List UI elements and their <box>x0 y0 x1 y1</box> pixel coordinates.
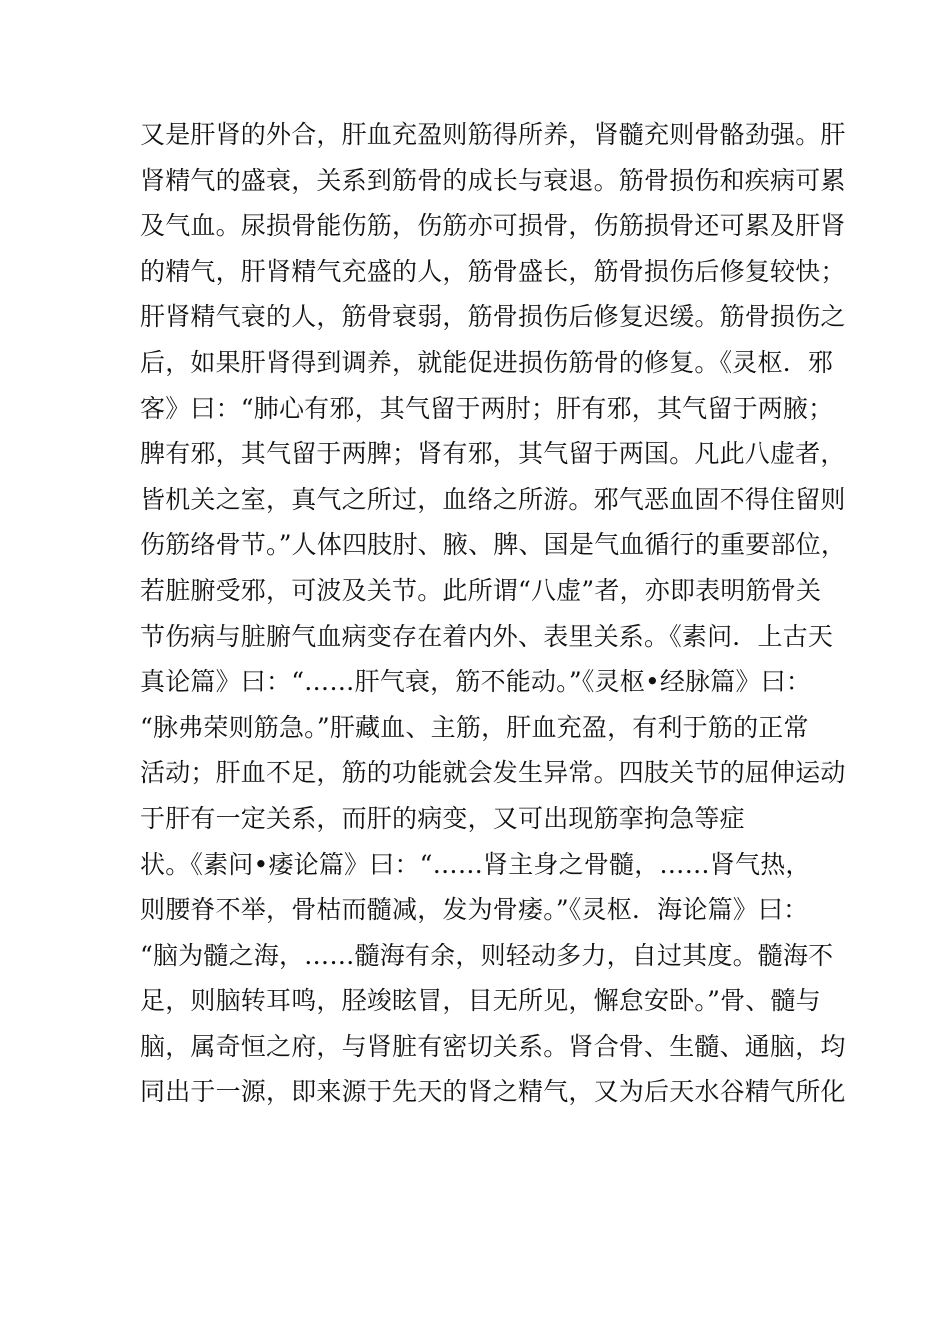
text-line: 同出于一源，即来源于先天的肾之精气，又为后天水谷精气所化 <box>140 1077 846 1107</box>
text-line: 的精气，肝肾精气充盛的人，筋骨盛长，筋骨损伤后修复较快； <box>140 256 846 286</box>
text-line: 后，如果肝肾得到调养，就能促进损伤筋骨的修复。《灵枢．邪 <box>140 347 834 377</box>
text-line: 于肝有一定关系，而肝的病变，又可出现筋挛拘急等症 <box>140 803 745 833</box>
text-line: 肝肾精气衰的人，筋骨衰弱，筋骨损伤后修复迟缓。筋骨损伤之 <box>140 302 846 332</box>
text-line: 皆机关之室，真气之所过，血络之所游。邪气恶血固不得住留则 <box>140 484 846 514</box>
text-line: 足，则脑转耳鸣，胫竣眩冒，目无所见，懈怠安卧。”骨、髓与 <box>140 986 821 1016</box>
text-line: “脉弗荣则筋急。”肝藏血、主筋，肝血充盈，有利于筋的正常 <box>140 712 809 742</box>
body-text <box>140 112 847 1115</box>
text-line: 肾精气的盛衰，关系到筋骨的成长与衰退。筋骨损伤和疾病可累 <box>140 165 846 195</box>
text-line: 脑，属奇恒之府，与肾脏有密切关系。肾合骨、生髓、通脑，均 <box>140 1031 846 1061</box>
text-line: 客》曰：“肺心有邪，其气留于两肘；肝有邪，其气留于两腋； <box>140 393 834 423</box>
text-line: 及气血。尿损骨能伤筋，伤筋亦可损骨，伤筋损骨还可累及肝肾 <box>140 211 846 241</box>
text-line: 则腰脊不举，骨枯而髓减，发为骨痿。”《灵枢．海论篇》曰： <box>140 895 809 925</box>
text-line: 若脏腑受邪，可波及关节。此所谓“八虚”者，亦即表明筋骨关 <box>140 575 822 605</box>
text-line: 活动；肝血不足，筋的功能就会发生异常。四肢关节的屈伸运动 <box>140 758 846 788</box>
text-line: “脑为髓之海，……髓海有余，则轻动多力，自过其度。髓海不 <box>140 940 834 970</box>
text-line: 节伤病与脏腑气血病变存在着内外、表里关系。《素问．上古天 <box>140 621 834 651</box>
text-line: 伤筋络骨节。”人体四肢肘、腋、脾、国是气血循行的重要部位， <box>140 530 847 560</box>
text-line: 真论篇》曰：“……肝气衰，筋不能动。”《灵枢•经脉篇》曰： <box>140 667 812 697</box>
text-line: 状。《素问•痿论篇》曰：“……肾主身之骨髓，……肾气热， <box>140 849 811 879</box>
text-line: 又是肝肾的外合，肝血充盈则筋得所养，肾髓充则骨骼劲强。肝 <box>140 120 846 149</box>
text-line: 脾有邪，其气留于两脾；肾有邪，其气留于两国。凡此八虚者， <box>140 439 846 469</box>
